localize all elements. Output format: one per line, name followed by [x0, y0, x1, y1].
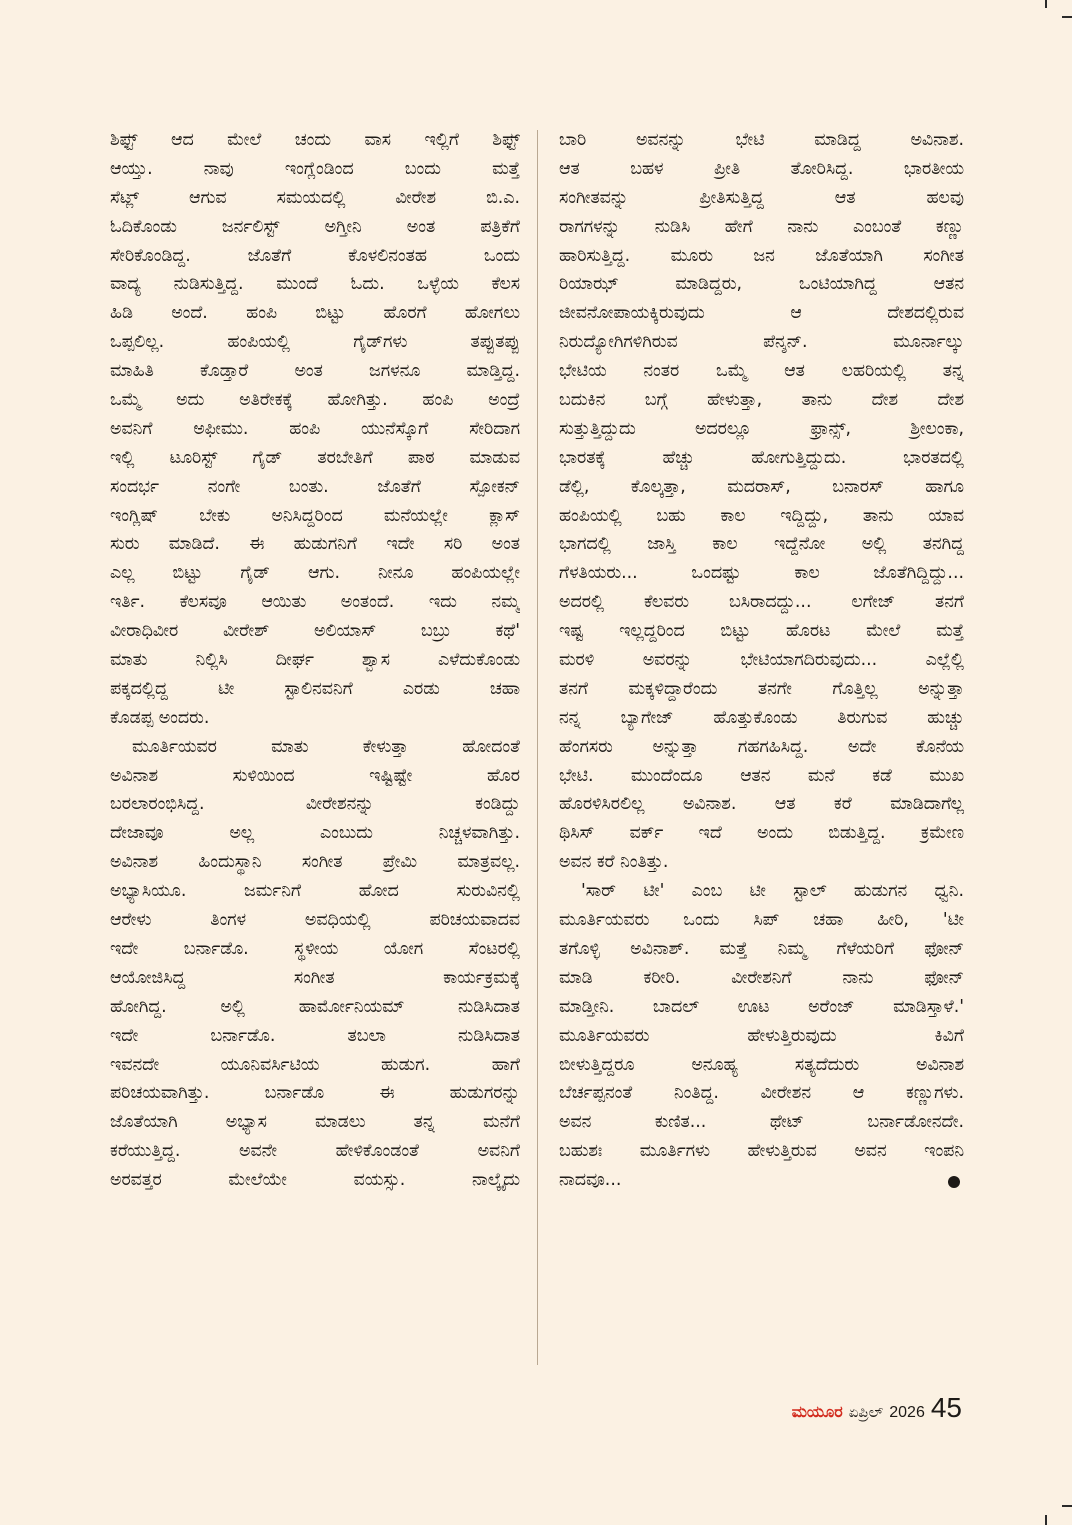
text-line: ಇಷ್ಟ ಇಲ್ಲದ್ದರಿಂದ ಬಿಟ್ಟು ಹೊರಟ ಮೇಲೆ ಮತ್ತೆ [559, 621, 964, 642]
text-line: ಸಂಗೀತವನ್ನು ಪ್ರೀತಿಸುತ್ತಿದ್ದ ಆತ ಹಲವು [559, 187, 964, 208]
text-line: ಹಾರಿಸುತ್ತಿದ್ದ. ಮೂರು ಜನ ಜೊತೆಯಾಗಿ ಸಂಗೀತ [559, 245, 964, 266]
text-line: ರಿಯಾಝ್ ಮಾಡಿದ್ದರು, ಒಂಟಿಯಾಗಿದ್ದ ಆತನ [559, 274, 964, 295]
text-line: ಥಿಸಿಸ್ ವರ್ಕ್ ಇದೆ ಅಂದು ಬಿಡುತ್ತಿದ್ದ. ಕ್ರಮೇಣ [559, 823, 964, 844]
text-line: ಹೊರಳಿಸಿರಲಿಲ್ಲ ಅವಿನಾಶ. ಆತ ಕರೆ ಮಾಡಿದಾಗೆಲ್ಲ [559, 794, 964, 815]
text-line: ಕರೆಯುತ್ತಿದ್ದ. ಅವನೇ ಹೇಳಿಕೊಂಡಂತೆ ಅವನಿಗೆ [110, 1141, 520, 1162]
page-number: 45 [930, 1392, 962, 1423]
text-line: ಮರಳಿ ಅವರನ್ನು ಭೇಟಿಯಾಗದಿರುವುದು... ಎಲ್ಲೆಲ್ಲಿ [559, 650, 964, 671]
text-line: ನಿರುದ್ಯೋಗಿಗಳಿಗಿರುವ ಪೆನ್ಶನ್. ಮೂರ್ನಾಲ್ಕು [559, 332, 964, 353]
text-line: ಭಾಗದಲ್ಲಿ ಜಾಸ್ತಿ ಕಾಲ ಇದ್ದೆನೋ ಅಲ್ಲಿ ತನಗಿದ್ದ [559, 534, 964, 555]
paragraph-end-line: ಕೊಡಪ್ಪ ಅಂದರು. [110, 707, 210, 728]
text-line: ಮಾತು ನಿಲ್ಲಿಸಿ ದೀರ್ಘ ಶ್ವಾಸ ಎಳೆದುಕೊಂಡು [110, 650, 520, 671]
text-line: ಅವಿನಾಶ ಹಿಂದುಸ್ಥಾನಿ ಸಂಗೀತ ಪ್ರೇಮಿ ಮಾತ್ರವಲ್ಲ. [110, 852, 520, 873]
text-line: ಗೆಳತಿಯರು... ಒಂದಷ್ಟು ಕಾಲ ಜೊತೆಗಿದ್ದಿದ್ದು... [559, 563, 964, 584]
text-line: ಅಭ್ಯಾಸಿಯೂ. ಜರ್ಮನಿಗೆ ಹೋದ ಸುರುವಿನಲ್ಲಿ [110, 881, 520, 902]
paragraph-start-line: ಮೂರ್ತಿಯವರ ಮಾತು ಕೇಳುತ್ತಾ ಹೋದಂತೆ [132, 736, 520, 757]
text-line: ಇಲ್ಲಿ ಟೂರಿಸ್ಟ್ ಗೈಡ್ ತರಬೇತಿಗೆ ಪಾಠ ಮಾಡುವ [110, 447, 520, 468]
text-line: ಭೇಟಿ. ಮುಂದೆಂದೂ ಆತನ ಮನೆ ಕಡೆ ಮುಖ [559, 765, 964, 786]
text-line: ಬಹುಶಃ ಮೂರ್ತಿಗಳು ಹೇಳುತ್ತಿರುವ ಅವನ ಇಂಪನಿ [559, 1141, 964, 1162]
page-footer [792, 1392, 962, 1424]
column-divider [537, 130, 538, 1365]
text-line: ಪರಿಚಯವಾಗಿತ್ತು. ಬರ್ನಾಡೊ ಈ ಹುಡುಗರನ್ನು [110, 1083, 520, 1104]
text-line: ಹೋಗಿದ್ದ. ಅಲ್ಲಿ ಹಾರ್ಮೋನಿಯಮ್ ನುಡಿಸಿದಾತ [110, 996, 520, 1017]
text-line: ಜೀವನೋಪಾಯಕ್ಕಿರುವುದು ಆ ದೇಶದಲ್ಲಿರುವ [559, 303, 964, 324]
text-line: ಹಂಪಿಯಲ್ಲಿ ಬಹು ಕಾಲ ಇದ್ದಿದ್ದು, ತಾನು ಯಾವ [559, 505, 964, 526]
text-line: ತಗೊಳ್ಳಿ ಅವಿನಾಶ್. ಮತ್ತೆ ನಿಮ್ಮ ಗೆಳೆಯರಿಗೆ ಫೋನ್ [559, 938, 964, 959]
text-line: ಸೇರಿಕೊಂಡಿದ್ದ. ಜೊತೆಗೆ ಕೊಳಲಿನಂತಹ ಒಂದು [110, 245, 520, 266]
text-line: ಹಿಡಿ ಅಂದೆ. ಹಂಪಿ ಬಿಟ್ಟು ಹೊರಗೆ ಹೋಗಲು [110, 303, 520, 324]
text-line: ತನಗೆ ಮಕ್ಕಳಿದ್ದಾರೆಂದು ತನಗೇ ಗೊತ್ತಿಲ್ಲ ಅನ್ನುತ್ತಾ [559, 678, 964, 699]
text-line: ಹೆಂಗಸರು ಅನ್ನುತ್ತಾ ಗಹಗಹಿಸಿದ್ದ. ಅದೇ ಕೊನೆಯ [559, 736, 964, 757]
text-line: ಬದುಕಿನ ಬಗ್ಗೆ ಹೇಳುತ್ತಾ, ತಾನು ದೇಶ ದೇಶ [559, 390, 964, 411]
text-line: ಭೇಟಿಯ ನಂತರ ಒಮ್ಮೆ ಆತ ಲಹರಿಯಲ್ಲಿ ತನ್ನ [559, 361, 964, 382]
text-line: ವಾದ್ಯ ನುಡಿಸುತ್ತಿದ್ದ. ಮುಂದೆ ಓದು. ಒಳ್ಳೆಯ ಕೆಲಸ [110, 274, 520, 295]
text-line: ಬೆರ್ಚಪ್ಪನಂತೆ ನಿಂತಿದ್ದ. ವೀರೇಶನ ಆ ಕಣ್ಣುಗಳು. [559, 1083, 964, 1104]
text-line: ಆತ ಬಹಳ ಪ್ರೀತಿ ತೋರಿಸಿದ್ದ. ಭಾರತೀಯ [559, 158, 964, 179]
issue-month: ಏಪ್ರಿಲ್ [848, 1403, 884, 1421]
text-line: ನನ್ನ ಬ್ಯಾಗೇಜ್ ಹೊತ್ತುಕೊಂಡು ತಿರುಗುವ ಹುಚ್ಚು [559, 707, 964, 728]
text-line: ಇಂಗ್ಲಿಷ್ ಬೇಕು ಅನಿಸಿದ್ದರಿಂದ ಮನೆಯಲ್ಲೇ ಕ್ಲಾಸ್ [110, 505, 520, 526]
right-text-column [559, 126, 964, 1195]
text-line: ಒಮ್ಮೆ ಅದು ಅತಿರೇಕಕ್ಕೆ ಹೋಗಿತ್ತು. ಹಂಪಿ ಅಂದ್ರೆ [110, 390, 520, 411]
text-line: ಮೂರ್ತಿಯವರು ಒಂದು ಸಿಪ್ ಚಹಾ ಹೀರಿ, 'ಟೀ [559, 910, 964, 931]
magazine-logo: ಮಯೂರ [791, 1402, 843, 1421]
text-line: ಭಾರತಕ್ಕೆ ಹೆಚ್ಚು ಹೋಗುತ್ತಿದ್ದುದು. ಭಾರತದಲ್ಲಿ [559, 447, 964, 468]
text-line: ಶಿಫ್ಟ್ ಆದ ಮೇಲೆ ಚಂದು ವಾಸ ಇಲ್ಲಿಗೆ ಶಿಫ್ಟ್ [110, 130, 520, 150]
text-line: ಪಕ್ಕದಲ್ಲಿದ್ದ ಟೀ ಸ್ಟಾಲಿನವನಿಗೆ ಎರಡು ಚಹಾ [110, 678, 520, 699]
text-line: ಅದರಲ್ಲಿ ಕೆಲವರು ಬಸಿರಾದದ್ದು... ಲಗೇಜ್ ತನಗೆ [559, 592, 964, 613]
text-line: ಓದಿಕೊಂಡು ಜರ್ನಲಿಸ್ಟ್ ಅಗ್ತೀನಿ ಅಂತ ಪತ್ರಿಕೆಗೆ [110, 216, 520, 237]
text-line: ಅವನ ಕುಣಿತ... ಥೇಟ್ ಬರ್ನಾಡೋನದೇ. [559, 1112, 964, 1133]
paragraph-start-line: 'ಸಾರ್ ಟೀ' ಎಂಬ ಟೀ ಸ್ಟಾಲ್ ಹುಡುಗನ ಧ್ವನಿ. [581, 881, 964, 902]
text-line: ಇದೇ ಬರ್ನಾಡೊ. ತಬಲಾ ನುಡಿಸಿದಾತ [110, 1025, 520, 1046]
text-line: ಮಾಹಿತಿ ಕೊಡ್ತಾರೆ ಅಂತ ಜಗಳನೂ ಮಾಡ್ತಿದ್ದ. [110, 361, 520, 382]
text-line: ಬಾರಿ ಅವನನ್ನು ಭೇಟಿ ಮಾಡಿದ್ದ ಅವಿನಾಶ. [559, 130, 964, 150]
text-line: ಒಪ್ಪಲಿಲ್ಲ. ಹಂಪಿಯಲ್ಲಿ ಗೈಡ್‌ಗಳು ತಪ್ಪುತಪ್ಪು [110, 332, 520, 353]
text-line: ಮೂರ್ತಿಯವರು ಹೇಳುತ್ತಿರುವುದು ಕಿವಿಗೆ [559, 1025, 964, 1046]
text-line: ಬೀಳುತ್ತಿದ್ದರೂ ಅನೂಹ್ಯ ಸತ್ಯದೆದುರು ಅವಿನಾಶ [559, 1054, 964, 1075]
text-line: ಸುರು ಮಾಡಿದೆ. ಈ ಹುಡುಗನಿಗೆ ಇದೇ ಸರಿ ಅಂತ [110, 534, 520, 555]
issue-year: 2026 [889, 1404, 925, 1421]
text-line: ಆಯೋಜಿಸಿದ್ದ ಸಂಗೀತ ಕಾರ್ಯಕ್ರಮಕ್ಕೆ [110, 967, 520, 988]
text-line: ಆಯ್ತು. ನಾವು ಇಂಗ್ಲೆಂಡಿಂದ ಬಂದು ಮತ್ತೆ [110, 158, 520, 179]
text-line: ಇದೇ ಬರ್ನಾಡೊ. ಸ್ಥಳೀಯ ಯೋಗ ಸೆಂಟರಲ್ಲಿ [110, 938, 520, 959]
paragraph-end-line: ಅವನ ಕರೆ ನಿಂತಿತ್ತು. [559, 852, 669, 873]
crop-mark-bottom [1045, 1515, 1047, 1525]
text-line: ಸುತ್ತುತ್ತಿದ್ದುದು ಅದರಲ್ಲೂ ಫ್ರಾನ್ಸ್, ಶ್ರೀಲಂಕಾ, [559, 418, 964, 439]
end-of-story-bullet-icon [948, 1176, 960, 1188]
text-line: ವೀರಾಧಿವೀರ ವೀರೇಶ್ ಅಲಿಯಾಸ್ ಬಬ್ರು ಕಥೆ' [110, 621, 520, 642]
story-end-line [559, 1166, 964, 1195]
text-line: ಜೊತೆಯಾಗಿ ಅಭ್ಯಾಸ ಮಾಡಲು ತನ್ನ ಮನೆಗೆ [110, 1112, 520, 1133]
text-line: ಅರವತ್ತರ ಮೇಲೆಯೇ ವಯಸ್ಸು. ನಾಲ್ಕೈದು [110, 1170, 520, 1191]
text-line: ಸೆಟ್ಲ್ ಆಗುವ ಸಮಯದಲ್ಲಿ ವೀರೇಶ ಬಿ.ಎ. [110, 187, 520, 208]
text-line: ಅವನಿಗೆ ಅಫೀಮು. ಹಂಪಿ ಯುನೆಸ್ಕೊಗೆ ಸೇರಿದಾಗ [110, 418, 520, 439]
text-line: ಮಾಡ್ತೀನಿ. ಬಾದಲ್ ಊಟ ಅರೆಂಜ್ ಮಾಡಿಸ್ತಾಳೆ.' [559, 996, 964, 1017]
text-line: ಇವನದೇ ಯೂನಿವರ್ಸಿಟಿಯ ಹುಡುಗ. ಹಾಗೆ [110, 1054, 520, 1075]
text-line: ಸಂದರ್ಭ ನಂಗೇ ಬಂತು. ಜೊತೆಗೆ ಸ್ಪೋಕನ್ [110, 476, 520, 497]
text-line: ಆರೇಳು ತಿಂಗಳ ಅವಧಿಯಲ್ಲಿ ಪರಿಚಯವಾದವ [110, 910, 520, 931]
crop-mark-top-side [1062, 16, 1072, 18]
crop-mark-top [1045, 0, 1047, 8]
story-end-text: ನಾದವೂ... [559, 1170, 622, 1191]
text-line: ಡೆಲ್ಲಿ, ಕೊಲ್ಕತ್ತಾ, ಮದರಾಸ್, ಬನಾರಸ್ ಹಾಗೂ [559, 476, 964, 497]
text-line: ದೇಜಾವೂ ಅಲ್ಲ ಎಂಬುದು ನಿಚ್ಚಳವಾಗಿತ್ತು. [110, 823, 520, 844]
text-line: ಅವಿನಾಶ ಸುಳಿಯಿಂದ ಇಷ್ಟಿಷ್ಟೇ ಹೊರ [110, 765, 520, 786]
left-text-column [110, 126, 520, 1195]
crop-mark-bottom-side [1062, 1505, 1072, 1507]
text-line: ರಾಗಗಳನ್ನು ನುಡಿಸಿ ಹೇಗೆ ನಾನು ಎಂಬಂತೆ ಕಣ್ಣು [559, 216, 964, 237]
text-line: ಬರಲಾರಂಭಿಸಿದ್ದ. ವೀರೇಶನನ್ನು ಕಂಡಿದ್ದು [110, 794, 520, 815]
text-line: ಎಲ್ಲ ಬಿಟ್ಟು ಗೈಡ್ ಆಗು. ನೀನೂ ಹಂಪಿಯಲ್ಲೇ [110, 563, 520, 584]
text-line: ಮಾಡಿ ಕರೀರಿ. ವೀರೇಶನಿಗೆ ನಾನು ಫೋನ್ [559, 967, 964, 988]
text-line: ಇರ್ತಿ. ಕೆಲಸವೂ ಆಯಿತು ಅಂತಂದೆ. ಇದು ನಮ್ಮ [110, 592, 520, 613]
